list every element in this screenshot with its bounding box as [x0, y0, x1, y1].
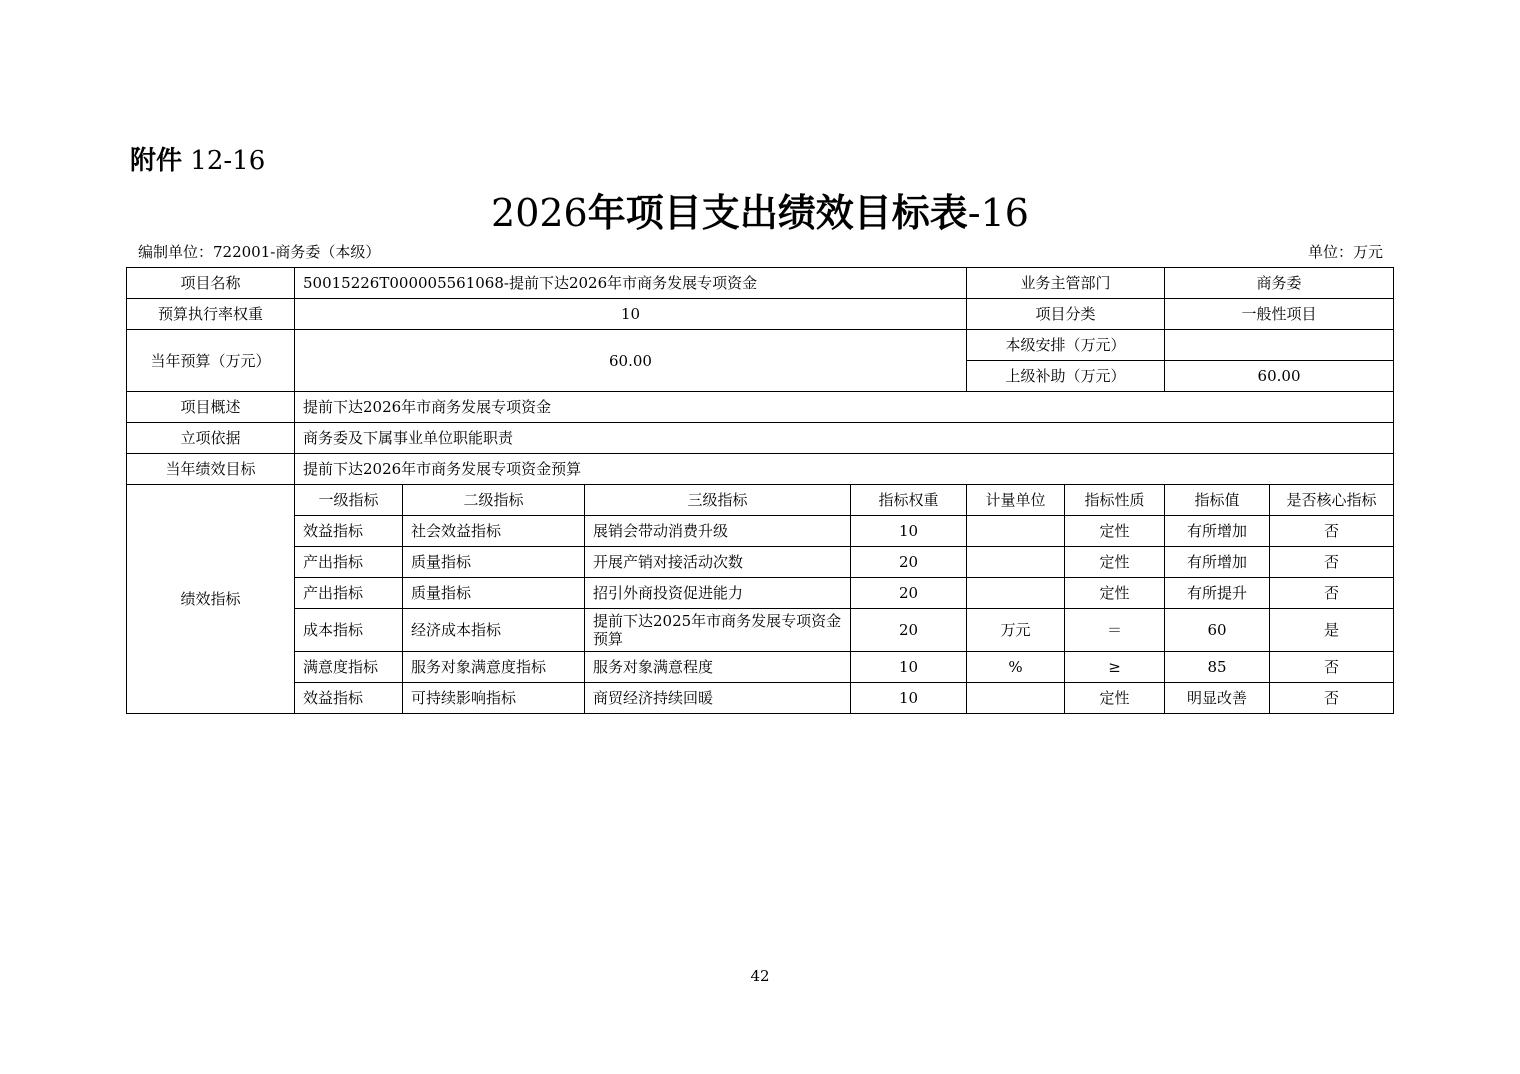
- table-row: [127, 609, 1394, 652]
- cell-weight: 10: [851, 516, 967, 547]
- attachment-label: 附件: [130, 146, 183, 176]
- title-suffix: -16: [967, 191, 1029, 235]
- cell-core: 否: [1270, 516, 1394, 547]
- dept-value: 商务委: [1165, 268, 1394, 299]
- goal-label: 当年绩效目标: [127, 454, 295, 485]
- cell-level2: 社会效益指标: [403, 516, 585, 547]
- table-row: [127, 683, 1394, 714]
- cell-unit: [967, 516, 1065, 547]
- goal-value: 提前下达2026年市商务发展专项资金预算: [295, 454, 1394, 485]
- category-value: 一般性项目: [1165, 299, 1394, 330]
- cell-weight: 20: [851, 547, 967, 578]
- dept-label: 业务主管部门: [967, 268, 1165, 299]
- cell-weight: 10: [851, 683, 967, 714]
- cell-weight: 10: [851, 652, 967, 683]
- cell-level2: 经济成本指标: [403, 609, 585, 652]
- cell-nature: 定性: [1065, 547, 1165, 578]
- cell-core: 否: [1270, 547, 1394, 578]
- cell-nature: 定性: [1065, 516, 1165, 547]
- header-unit: 计量单位: [967, 485, 1065, 516]
- cell-level3: 服务对象满意程度: [585, 652, 851, 683]
- performance-table: [126, 267, 1394, 714]
- cell-level1: 效益指标: [295, 516, 403, 547]
- cell-value: 有所增加: [1165, 547, 1270, 578]
- cell-value: 有所增加: [1165, 516, 1270, 547]
- indicator-header-row: [127, 485, 1394, 516]
- attachment-number: 12-16: [190, 146, 266, 176]
- row-budget: [127, 330, 1394, 361]
- cell-unit: [967, 578, 1065, 609]
- weight-label: 预算执行率权重: [127, 299, 295, 330]
- cell-weight: 20: [851, 609, 967, 652]
- cell-level3: 招引外商投资促进能力: [585, 578, 851, 609]
- cell-unit: %: [967, 652, 1065, 683]
- cell-value: 明显改善: [1165, 683, 1270, 714]
- header-level1: 一级指标: [295, 485, 403, 516]
- cell-level1: 效益指标: [295, 683, 403, 714]
- project-name-value: 50015226T000005561068-提前下达2026年市商务发展专项资金: [295, 268, 967, 299]
- cell-nature: ＝: [1065, 609, 1165, 652]
- cell-level2: 质量指标: [403, 547, 585, 578]
- cell-core: 否: [1270, 683, 1394, 714]
- cell-level3: 提前下达2025年市商务发展专项资金预算: [585, 609, 851, 652]
- header-weight: 指标权重: [851, 485, 967, 516]
- cell-core: 否: [1270, 652, 1394, 683]
- header-nature: 指标性质: [1065, 485, 1165, 516]
- cell-level2: 可持续影响指标: [403, 683, 585, 714]
- row-overview: [127, 392, 1394, 423]
- overview-label: 项目概述: [127, 392, 295, 423]
- cell-value: 60: [1165, 609, 1270, 652]
- cell-level3: 展销会带动消费升级: [585, 516, 851, 547]
- cell-nature: 定性: [1065, 578, 1165, 609]
- document-title: [0, 190, 1520, 236]
- header-level2: 二级指标: [403, 485, 585, 516]
- row-basis: [127, 423, 1394, 454]
- header-level3: 三级指标: [585, 485, 851, 516]
- table-row: [127, 547, 1394, 578]
- cell-level3: 商贸经济持续回暖: [585, 683, 851, 714]
- project-name-label: 项目名称: [127, 268, 295, 299]
- cell-core: 否: [1270, 578, 1394, 609]
- compiler-unit: 编制单位：722001-商务委（本级）: [138, 243, 381, 261]
- superior-value: 60.00: [1165, 361, 1394, 392]
- cell-level1: 产出指标: [295, 547, 403, 578]
- basis-label: 立项依据: [127, 423, 295, 454]
- table-row: [127, 516, 1394, 547]
- category-label: 项目分类: [967, 299, 1165, 330]
- basis-value: 商务委及下属事业单位职能职责: [295, 423, 1394, 454]
- overview-value: 提前下达2026年市商务发展专项资金: [295, 392, 1394, 423]
- cell-level2: 质量指标: [403, 578, 585, 609]
- cell-value: 有所提升: [1165, 578, 1270, 609]
- title-year: 2026: [491, 191, 588, 235]
- cell-level1: 满意度指标: [295, 652, 403, 683]
- budget-value: 60.00: [295, 330, 967, 392]
- cell-weight: 20: [851, 578, 967, 609]
- cell-unit: 万元: [967, 609, 1065, 652]
- local-label: 本级安排（万元）: [967, 330, 1165, 361]
- row-project-name: [127, 268, 1394, 299]
- superior-label: 上级补助（万元）: [967, 361, 1165, 392]
- cell-unit: [967, 683, 1065, 714]
- page-number: 42: [750, 967, 770, 985]
- cell-level1: 成本指标: [295, 609, 403, 652]
- cell-value: 85: [1165, 652, 1270, 683]
- local-value: [1165, 330, 1394, 361]
- attachment-heading: [130, 144, 265, 178]
- budget-label: 当年预算（万元）: [127, 330, 295, 392]
- header-value: 指标值: [1165, 485, 1270, 516]
- header-core: 是否核心指标: [1270, 485, 1394, 516]
- cell-nature: ≥: [1065, 652, 1165, 683]
- cell-level2: 服务对象满意度指标: [403, 652, 585, 683]
- weight-value: 10: [295, 299, 967, 330]
- row-goal: [127, 454, 1394, 485]
- title-text: 年项目支出绩效目标表: [587, 191, 968, 235]
- currency-unit: 单位：万元: [1307, 243, 1383, 261]
- cell-level1: 产出指标: [295, 578, 403, 609]
- table-row: [127, 578, 1394, 609]
- cell-core: 是: [1270, 609, 1394, 652]
- cell-unit: [967, 547, 1065, 578]
- row-weight: [127, 299, 1394, 330]
- cell-level3: 开展产销对接活动次数: [585, 547, 851, 578]
- indicators-section-label: 绩效指标: [127, 485, 295, 714]
- table-row: [127, 652, 1394, 683]
- cell-nature: 定性: [1065, 683, 1165, 714]
